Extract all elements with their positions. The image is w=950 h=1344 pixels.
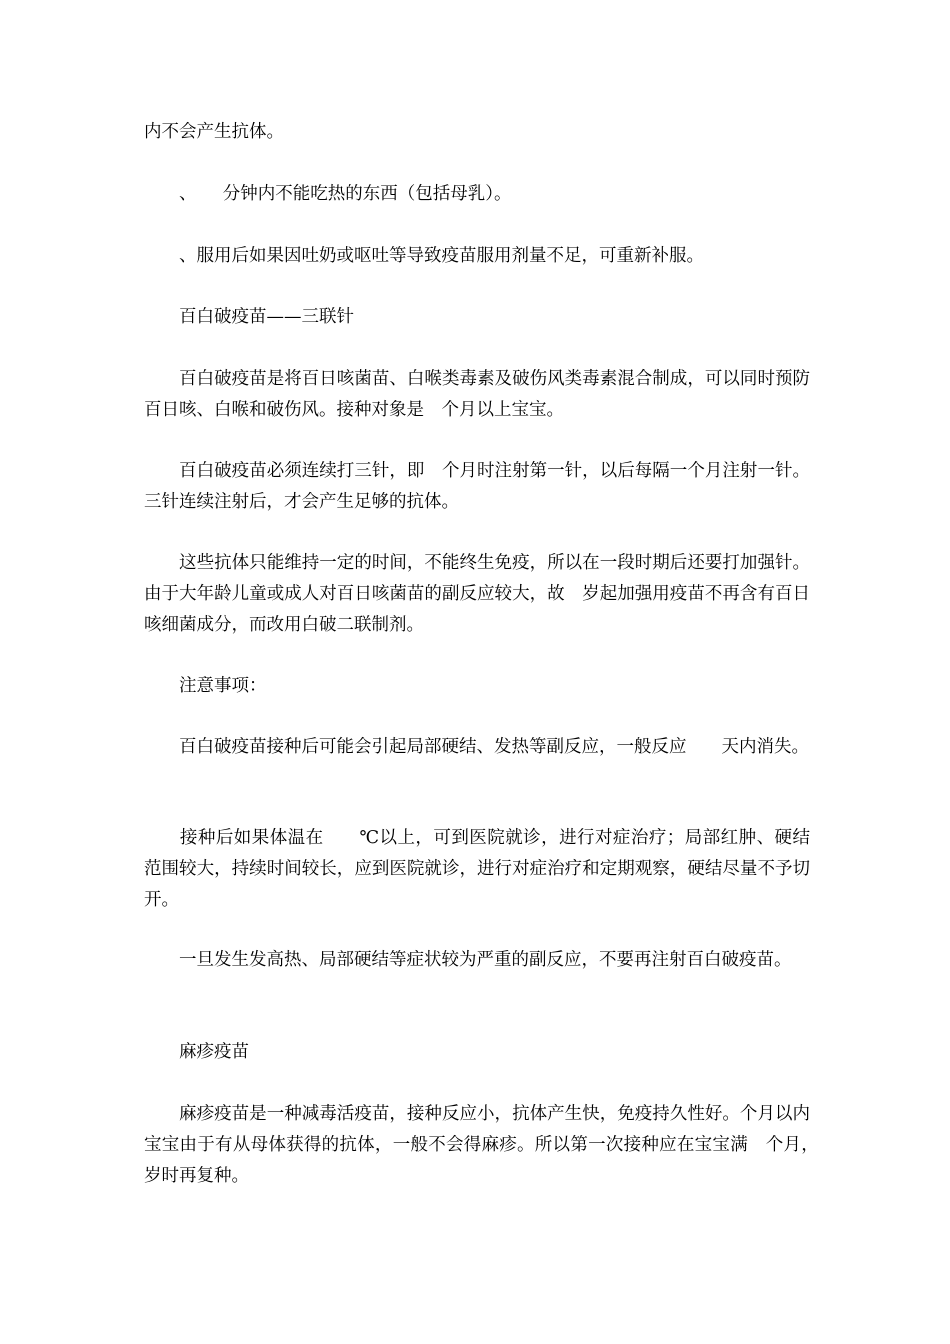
paragraph-severe-reaction: 一旦发生发高热、局部硬结等症状较为严重的副反应，不要再注射百白破疫苗。 [144, 950, 792, 970]
paragraph-dtp-schedule: 百白破疫苗必须连续打三针，即 个月时注射第一针，以后每隔一个月注射一针。三针连续注射后，才会产生足够的抗体。 [144, 461, 810, 512]
heading-precautions: 注意事项： [144, 676, 267, 696]
paragraph-dtp-booster: 这些抗体只能维持一定的时间，不能终生免疫，所以在一段时期后还要打加强针。由于大年龄儿童或成人对百日咳菌苗的副反应较大，故 岁起加强用疫苗不再含有百日咳细菌成分，而改用白破二联制剂。 [144, 553, 810, 635]
paragraph-fever-care: 接种后如果体温在 ℃以上，可到医院就诊，进行对症治疗；局部红肿、硬结范围较大，持续时间较长，应到医院就诊，进行对症治疗和定期观察，硬结尽量不予切开。 [144, 828, 810, 910]
paragraph-side-effects: 百白破疫苗接种后可能会引起局部硬结、发热等副反应，一般反应 天内消失。 [144, 737, 809, 757]
paragraph-re-dose: 、服用后如果因吐奶或呕吐等导致疫苗服用剂量不足，可重新补服。 [144, 246, 704, 266]
paragraph-no-hot-food: 、 分钟内不能吃热的东西（包括母乳）。 [144, 184, 512, 204]
heading-dtp-vaccine: 百白破疫苗——三联针 [144, 307, 354, 327]
paragraph-dtp-intro: 百白破疫苗是将百日咳菌苗、白喉类毒素及破伤风类毒素混合制成，可以同时预防百日咳、白喉和破伤风。接种对象是 个月以上宝宝。 [144, 369, 810, 420]
paragraph-antibody-note: 内不会产生抗体。 [144, 122, 284, 142]
heading-measles-vaccine: 麻疹疫苗 [144, 1042, 249, 1062]
paragraph-measles-intro: 麻疹疫苗是一种减毒活疫苗，接种反应小，抗体产生快，免疫持久性好。个月以内宝宝由于有从母体获得的抗体，一般不会得麻疹。所以第一次接种应在宝宝满 个月， 岁时再复种。 [144, 1104, 828, 1186]
